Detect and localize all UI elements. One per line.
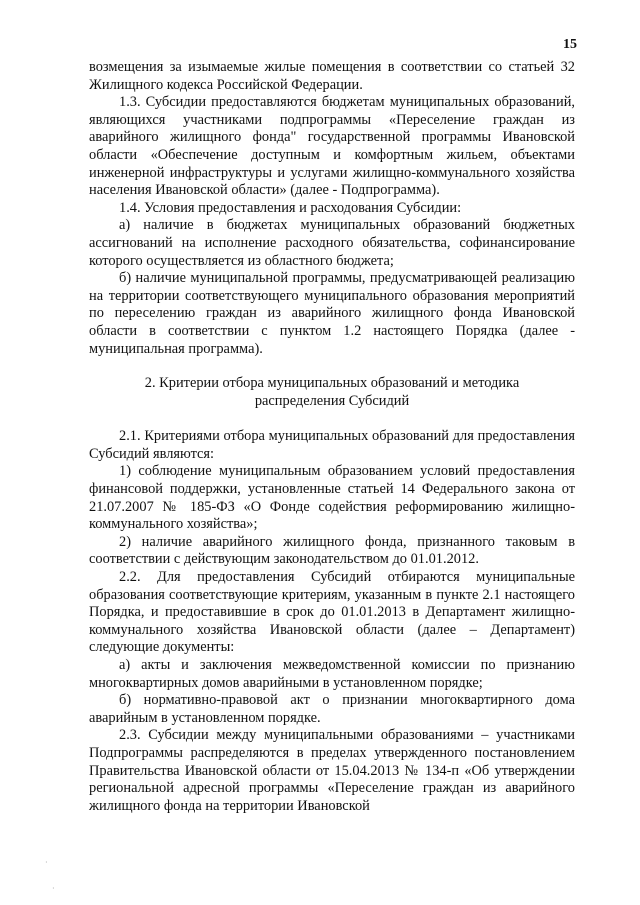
section-2-heading: 2. Критерии отбора муниципальных образований и методика распределения Субсидий	[144, 375, 520, 409]
paragraph-1-4-b: б) наличие муниципальной программы, предусматривающей реализацию на территории соответствующего муниципального образования мероприятий по переселению граждан из аварийного жилищного фонда Ивановской области в соответствии с пунктом 1.2 настоящего Порядка (далее - муниципальная программа).	[89, 270, 575, 357]
paragraph-2-2-a: а) акты и заключения межведомственной комиссии по признанию многоквартирных домов аварийными в установленном порядке;	[89, 657, 575, 691]
page-number: 15	[563, 37, 577, 52]
paragraph-1-4: 1.4. Условия предоставления и расходования Субсидии:	[119, 199, 462, 216]
paragraph-2-1: 2.1. Критериями отбора муниципальных образований для предоставления Субсидий являются:	[89, 428, 575, 462]
scan-speck: ·	[45, 858, 48, 867]
paragraph-2-1-1: 1) соблюдение муниципальным образованием условий предоставления финансовой поддержки, установленные статьей 14 Федерального закона от 21.07.2007 № 185-ФЗ «О Фонде содействия реформированию жилищно-коммунального хозяйства»;	[89, 463, 575, 533]
scan-speck: ·	[52, 884, 55, 893]
paragraph-1-3: 1.3. Субсидии предоставляются бюджетам муниципальных образований, являющихся участниками подпрограммы «Переселение граждан из аварийного жилищного фонда" государственной программы Ивановской области «Обеспечение доступным и комфортным жильем, объектами инженерной инфраструктуры и услугами жилищно-коммунального хозяйства населения Ивановской области» (далее - Подпрограмма).	[89, 94, 575, 199]
paragraph-2-2-b: б) нормативно-правовой акт о признании многоквартирного дома аварийным в установленном порядке.	[89, 692, 575, 726]
paragraph-2-3: 2.3. Субсидии между муниципальными образованиями – участниками Подпрограммы распределяются в пределах утвержденного постановлением Правительства Ивановской области от 15.04.2013 № 134-п «Об утверждении региональной адресной программы «Переселение граждан из аварийного жилищного фонда на территории Ивановской	[89, 727, 575, 814]
paragraph-1-4-a: а) наличие в бюджетах муниципальных образований бюджетных ассигнований на исполнение расходного обязательства, софинансирование которого осуществляется из областного бюджета;	[89, 217, 575, 269]
paragraph-continuation: возмещения за изымаемые жилые помещения в соответствии со статьей 32 Жилищного кодекса Российской Федерации.	[89, 59, 575, 93]
paragraph-2-2: 2.2. Для предоставления Субсидий отбираются муниципальные образования соответствующие критериям, указанным в пункте 2.1 настоящего Порядка, и предоставившие в срок до 01.01.2013 в Департамент жилищно-коммунального хозяйства Ивановской области (далее – Департамент) следующие документы:	[89, 569, 575, 656]
paragraph-2-1-2: 2) наличие аварийного жилищного фонда, признанного таковым в соответствии с действующим законодательством до 01.01.2012.	[89, 533, 575, 568]
document-body	[89, 59, 575, 815]
